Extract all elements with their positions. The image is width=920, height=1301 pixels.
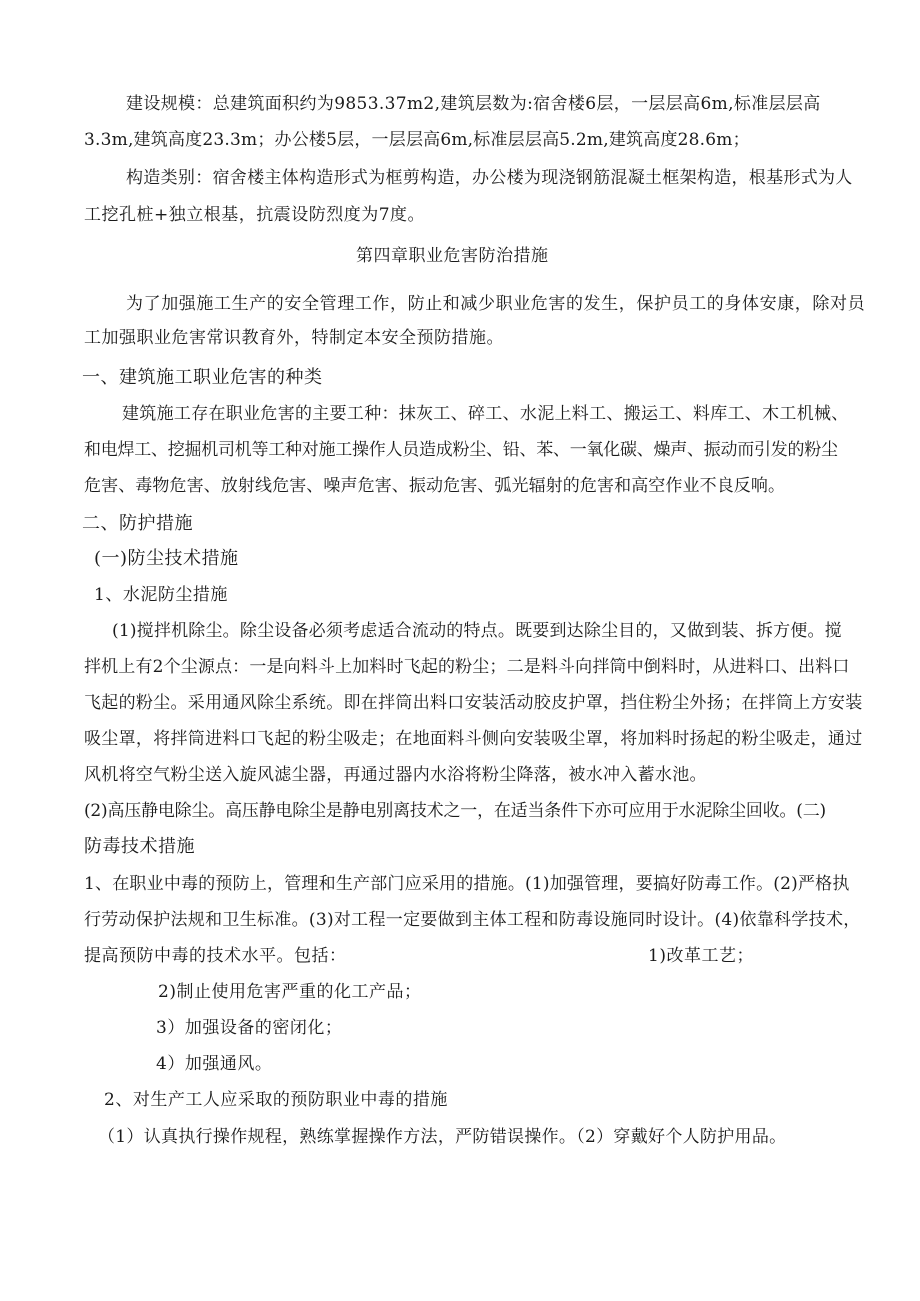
text-line: 提高预防中毒的技术水平。包括：: [84, 946, 347, 966]
list-item: 3）加强设备的密闭化；: [156, 1018, 343, 1038]
text-line: (1)搅拌机除尘。除尘设备必须考虑适合流动的特点。既要到达除尘目的，又做到装、拆方便。搅: [112, 621, 842, 641]
text-line: （1）认真执行操作规程，熟练掌握操作方法，严防错误操作。（2）穿戴好个人防护用品。: [98, 1127, 787, 1147]
text-line: 构造类别：宿舍楼主体构造形式为框剪构造，办公楼为现浇钢筋混凝土框架构造，根基形式为人: [126, 168, 853, 188]
text-line: 拌机上有2个尘源点：一是向料斗上加料时飞起的粉尘；二是料斗向拌筒中倒料时，从进料口、出料口: [84, 657, 850, 677]
text-line: 飞起的粉尘。采用通风除尘系统。即在拌筒出料口安装活动胶皮护罩，挡住粉尘外扬；在拌筒上方安装: [84, 693, 863, 713]
text-line: 建筑施工存在职业危害的主要工种：抹灰工、碎工、水泥上料工、搬运工、料库工、木工机械、: [122, 404, 849, 424]
text-line: 风机将空气粉尘送入旋风滤尘器，再通过器内水浴将粉尘降落，被水冲入蓄水池。: [84, 765, 707, 785]
section-heading: 二、防护措施: [82, 513, 193, 534]
text-line: 吸尘罩，将拌筒进料口飞起的粉尘吸走；在地面料斗侧向安装吸尘罩，将加料时扬起的粉尘吸走，通过: [84, 729, 863, 749]
text-line: 工挖孔桩+独立根基，抗震设防烈度为7度。: [84, 205, 426, 225]
text-line: 1、在职业中毒的预防上，管理和生产部门应采用的措施。(1)加强管理，要搞好防毒工作。(2)严格执: [84, 874, 850, 894]
section-heading: 一、建筑施工职业危害的种类: [82, 367, 323, 388]
subsection-heading: 防毒技术措施: [84, 836, 195, 857]
text-line: 3.3m,建筑高度23.3m；办公楼5层，一层层高6m,标准层层高5.2m,建筑高度28.6m；: [84, 130, 750, 150]
list-item: 4）加强通风。: [156, 1054, 273, 1074]
text-line: (2)高压静电除尘。高压静电除尘是静电别离技术之一，在适当条件下亦可应用于水泥除尘回收。(二): [84, 801, 826, 821]
list-item: 2)制止使用危害严重的化工产品；: [158, 982, 422, 1002]
item-heading: 2、对生产工人应采取的预防职业中毒的措施: [104, 1090, 448, 1110]
chapter-title: 第四章职业危害防治措施: [356, 246, 549, 266]
text-line: 工加强职业危害常识教育外，特制定本安全预防措施。: [84, 328, 504, 348]
text-line: 和电焊工、挖掘机司机等工种对施工操作人员造成粉尘、铅、苯、一氧化碳、燥声、振动而引发的粉尘: [84, 440, 838, 460]
text-line: 建设规模：总建筑面积约为9853.37m2,建筑层数为:宿舍楼6层，一层层高6m,标准层层高: [126, 94, 821, 114]
subsection-heading: (一)防尘技术措施: [94, 548, 239, 569]
text-line: 为了加强施工生产的安全管理工作，防止和减少职业危害的发生，保护员工的身体安康，除对员: [126, 294, 866, 314]
list-item: 1)改革工艺；: [648, 946, 754, 966]
text-line: 危害、毒物危害、放射线危害、噪声危害、振动危害、弧光辐射的危害和高空作业不良反响。: [84, 476, 786, 496]
text-line: 行劳动保护法规和卫生标准。(3)对工程一定要做到主体工程和防毒设施同时设计。(4)依靠科学技术，: [84, 910, 861, 930]
item-heading: 1、水泥防尘措施: [94, 585, 228, 605]
